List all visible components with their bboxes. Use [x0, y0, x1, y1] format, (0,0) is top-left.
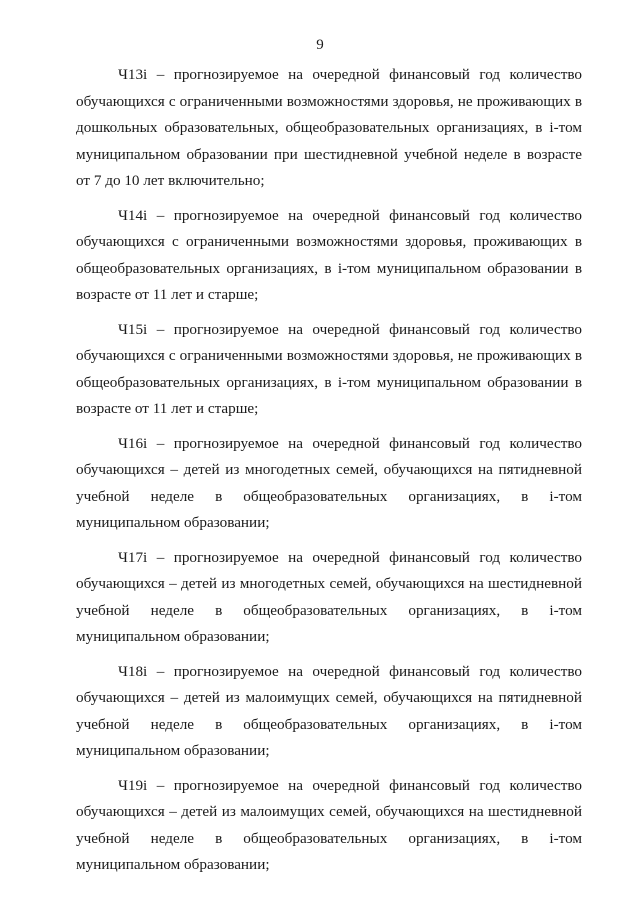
definition-paragraph-ch19: Ч19i – прогнозируемое на очередной финансовый год количество обучающихся – детей из малоимущих семей, обучающихся на шестидневной учебной неделе в общеобразовательных организациях, в i-том муниципальном образовании;	[76, 776, 582, 873]
document-body	[76, 62, 582, 887]
definition-paragraph-ch15: Ч15i – прогнозируемое на очередной финансовый год количество обучающихся с ограниченными возможностями здоровья, не проживающих в общеобразовательных организациях, в i-том муниципальном образовании в возрасте от 11 лет и старше;	[76, 320, 582, 417]
definition-paragraph-ch13: Ч13i – прогнозируемое на очередной финансовый год количество обучающихся с ограниченными возможностями здоровья, не проживающих в дошкольных образовательных, общеобразовательных организациях, в i-том муниципальном образовании при шестидневной учебной неделе в возрасте от 7 до 10 лет включительно;	[76, 66, 582, 189]
definition-paragraph-ch14: Ч14i – прогнозируемое на очередной финансовый год количество обучающихся с ограниченными возможностями здоровья, проживающих в общеобразовательных организациях, в i-том муниципальном образовании в возрасте от 11 лет и старше;	[76, 206, 582, 303]
definition-paragraph-ch18: Ч18i – прогнозируемое на очередной финансовый год количество обучающихся – детей из малоимущих семей, обучающихся на пятидневной учебной неделе в общеобразовательных организациях, в i-том муниципальном образовании;	[76, 662, 582, 759]
definition-paragraph-ch16: Ч16i – прогнозируемое на очередной финансовый год количество обучающихся – детей из многодетных семей, обучающихся на пятидневной учебной неделе в общеобразовательных организациях, в i-том муниципальном образовании;	[76, 434, 582, 531]
page-number: 9	[316, 37, 324, 53]
definition-paragraph-ch17: Ч17i – прогнозируемое на очередной финансовый год количество обучающихся – детей из многодетных семей, обучающихся на шестидневной учебной неделе в общеобразовательных организациях, в i-том муниципальном образовании;	[76, 548, 582, 645]
